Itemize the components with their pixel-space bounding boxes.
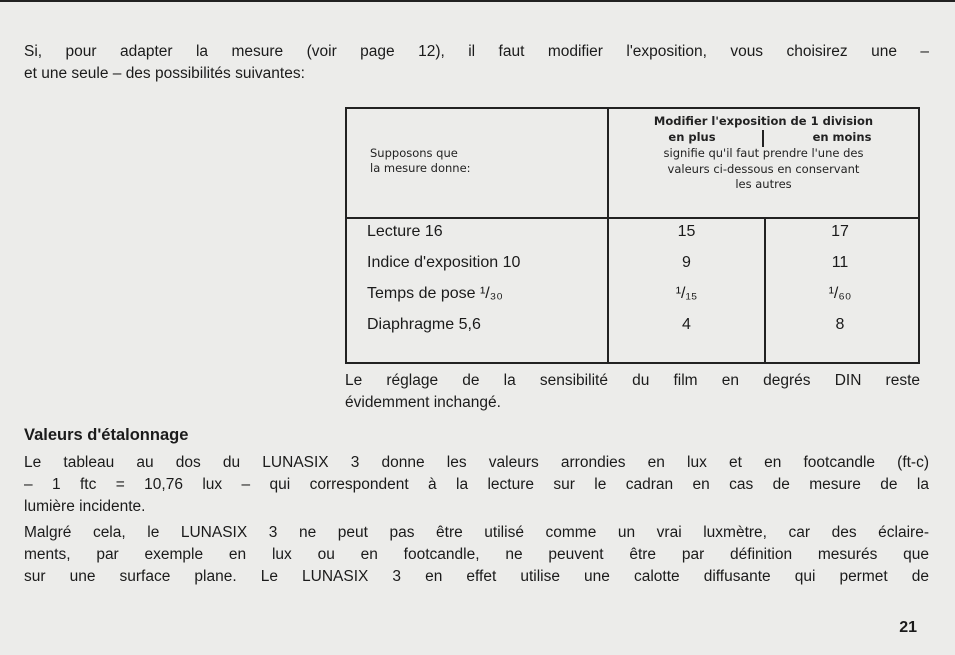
page-number: 21 [899, 619, 917, 636]
top-border [0, 0, 955, 2]
row-value-moins: ¹/₆₀ [828, 285, 852, 302]
row-value-plus: 9 [682, 254, 691, 271]
row-label: Temps de pose ¹/₃₀ [367, 285, 503, 302]
header-left-cell [370, 146, 471, 176]
column-header-plus: en plus [668, 130, 716, 144]
table-header [347, 109, 918, 219]
para4-line-2: ments, par exemple en lux ou en footcandle, ne peuvent être par définition mesurés que [24, 546, 929, 563]
row-value-moins: 17 [831, 223, 849, 240]
row-value-plus: 4 [682, 316, 691, 333]
row-label: Lecture 16 [367, 223, 443, 240]
row-label: Indice d'exposition 10 [367, 254, 521, 271]
luxmeter-paragraph [24, 522, 929, 588]
table-row [347, 219, 918, 250]
section-heading: Valeurs d'étalonnage [24, 426, 189, 444]
row-label: Diaphragme 5,6 [367, 316, 481, 333]
table-row [347, 250, 918, 281]
intro-paragraph [24, 41, 929, 85]
table-row [347, 312, 918, 343]
para3-line-2: – 1 ftc = 10,76 lux – qui correspondent à la lecture sur le cadran en cas de mesure de la [24, 476, 929, 493]
header-right-cell [609, 109, 918, 217]
calibration-paragraph [24, 452, 929, 518]
row-value-plus: ¹/₁₅ [675, 285, 698, 302]
header-title: Modifier l'exposition de 1 division [653, 114, 874, 128]
header-divider [762, 130, 764, 147]
intro-line-2: et une seule – des possibilités suivantes: [24, 65, 305, 82]
header-desc-line-1: signifie qu'il faut prendre l'une des [663, 146, 864, 160]
para3-line-3: lumière incidente. [24, 498, 146, 515]
row-value-plus: 15 [677, 223, 696, 240]
para3-line-1: Le tableau au dos du LUNASIX 3 donne les valeurs arrondies en lux et en footcandle (ft-c) [24, 454, 929, 471]
row-value-moins: 8 [835, 316, 845, 333]
exposure-table [345, 107, 920, 364]
note-line-2: évidemment inchangé. [345, 394, 501, 411]
para4-line-3: sur une surface plane. Le LUNASIX 3 en effet utilise une calotte diffusante qui permet de [24, 568, 929, 585]
header-desc-line-2: valeurs ci-dessous en conservant [667, 161, 860, 176]
note-line-1: Le réglage de la sensibilité du film en degrés DIN reste [345, 372, 920, 389]
row-value-moins: 11 [831, 254, 849, 271]
header-description [609, 146, 918, 193]
column-header-moins: en moins [812, 130, 872, 144]
header-left-line-1: Supposons que [370, 146, 458, 160]
sensitivity-note [345, 370, 920, 414]
table-row [347, 281, 918, 312]
header-left-line-2: la mesure donne: [370, 161, 471, 175]
header-desc-line-3: les autres [735, 177, 792, 191]
intro-line-1: Si, pour adapter la mesure (voir page 12), il faut modifier l'exposition, vous choisirez une – [24, 43, 929, 60]
para4-line-1: Malgré cela, le LUNASIX 3 ne peut pas être utilisé comme un vrai luxmètre, car des éclaire- [24, 524, 929, 541]
